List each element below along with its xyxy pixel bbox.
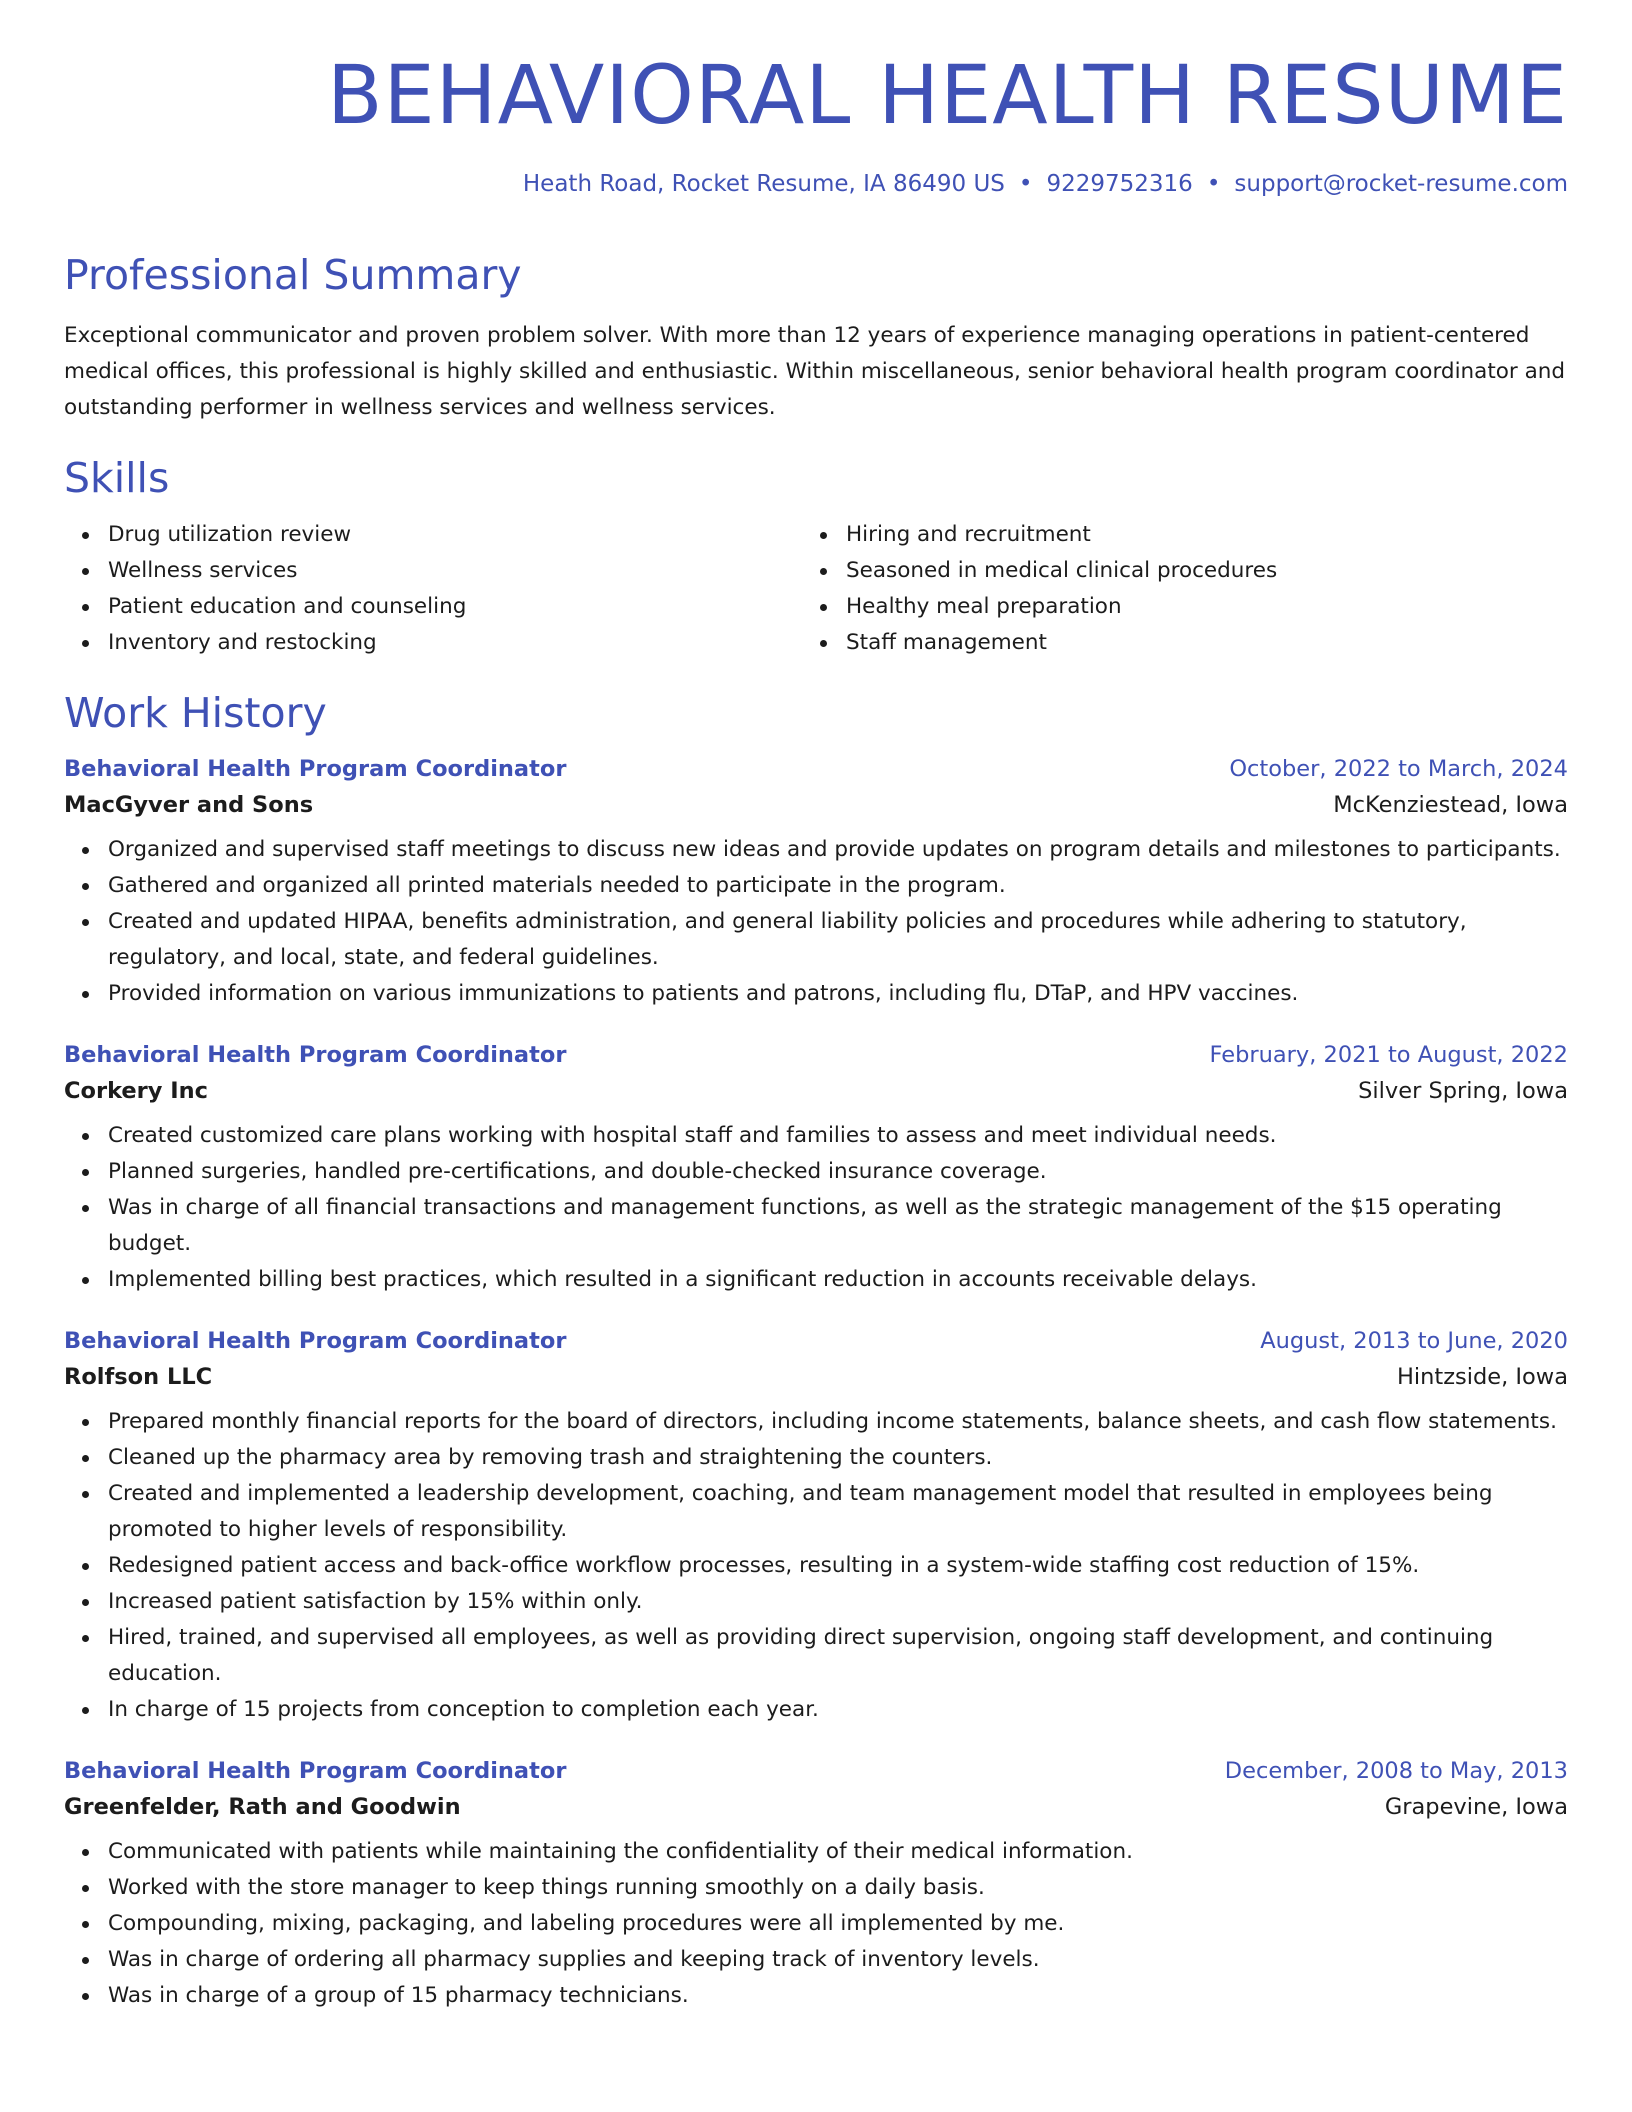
job-entry bbox=[64, 756, 1568, 1012]
work-history-heading: Work History bbox=[64, 688, 327, 737]
job-location: McKenziestead, Iowa bbox=[1333, 792, 1568, 819]
job-bullet: Hired, trained, and supervised all employees, as well as providing direct supervision, ongoing staff development, and continuing education. bbox=[108, 1620, 1568, 1692]
job-title-row bbox=[64, 1042, 1568, 1068]
skills-heading: Skills bbox=[64, 453, 170, 502]
job-dates: October, 2022 to March, 2024 bbox=[1229, 756, 1568, 783]
job-title: Behavioral Health Program Coordinator bbox=[64, 1328, 567, 1355]
skill-item: Staff management bbox=[846, 625, 1568, 661]
job-bullet: Communicated with patients while maintaining the confidentiality of their medical information. bbox=[108, 1834, 1568, 1870]
skill-item: Inventory and restocking bbox=[108, 625, 802, 661]
job-title: Behavioral Health Program Coordinator bbox=[64, 756, 567, 783]
skills-list bbox=[64, 517, 1568, 661]
job-company: Corkery Inc bbox=[64, 1078, 209, 1105]
job-dates: February, 2021 to August, 2022 bbox=[1209, 1042, 1568, 1069]
job-location: Hintzside, Iowa bbox=[1396, 1364, 1568, 1391]
summary-heading: Professional Summary bbox=[64, 250, 522, 299]
skill-item: Healthy meal preparation bbox=[846, 589, 1568, 625]
job-bullet: Cleaned up the pharmacy area by removing trash and straightening the counters. bbox=[108, 1440, 1568, 1476]
job-bullet: Planned surgeries, handled pre-certifications, and double-checked insurance coverage. bbox=[108, 1154, 1568, 1190]
job-bullet: Created and implemented a leadership development, coaching, and team management model that resulted in employees being promoted to higher levels of responsibility. bbox=[108, 1476, 1568, 1548]
job-bullet: Increased patient satisfaction by 15% within only. bbox=[108, 1584, 1568, 1620]
job-title-row bbox=[64, 1758, 1568, 1784]
summary-text: Exceptional communicator and proven problem solver. With more than 12 years of experience managing operations in patient-centered medical offices, this professional is highly skilled and enthusiastic. Within miscellaneous, senior behavioral health program coordinator and outstanding performer in wellness services and wellness services. bbox=[64, 322, 1566, 420]
job-bullet: Created customized care plans working with hospital staff and families to assess and meet individual needs. bbox=[108, 1118, 1568, 1154]
contact-separator: • bbox=[1018, 171, 1033, 197]
job-bullet: Prepared monthly financial reports for the board of directors, including income statements, balance sheets, and cash flow statements. bbox=[108, 1404, 1568, 1440]
job-bullet: Provided information on various immunizations to patients and patrons, including flu, DTaP, and HPV vaccines. bbox=[108, 976, 1568, 1012]
skill-item: Drug utilization review bbox=[108, 517, 802, 553]
job-company: Greenfelder, Rath and Goodwin bbox=[64, 1794, 461, 1821]
job-company-row bbox=[64, 1364, 1568, 1390]
job-bullets bbox=[64, 1118, 1568, 1298]
job-title: Behavioral Health Program Coordinator bbox=[64, 1042, 567, 1069]
skill-item: Wellness services bbox=[108, 553, 802, 589]
job-entry bbox=[64, 1758, 1568, 2014]
job-bullets bbox=[64, 832, 1568, 1012]
contact-line bbox=[64, 171, 1568, 199]
job-bullet: Was in charge of all financial transactions and management functions, as well as the strategic management of the $15 operating budget. bbox=[108, 1190, 1568, 1262]
skills-column-left bbox=[64, 517, 802, 661]
job-title: Behavioral Health Program Coordinator bbox=[64, 1758, 567, 1785]
job-company-row bbox=[64, 792, 1568, 818]
job-dates: August, 2013 to June, 2020 bbox=[1260, 1328, 1568, 1355]
job-company: MacGyver and Sons bbox=[64, 792, 314, 819]
job-company-row bbox=[64, 1794, 1568, 1820]
job-bullet: Gathered and organized all printed materials needed to participate in the program. bbox=[108, 868, 1568, 904]
job-location: Silver Spring, Iowa bbox=[1358, 1078, 1568, 1105]
job-company-row bbox=[64, 1078, 1568, 1104]
job-bullets bbox=[64, 1834, 1568, 2014]
job-location: Grapevine, Iowa bbox=[1384, 1794, 1568, 1821]
job-company: Rolfson LLC bbox=[64, 1364, 213, 1391]
skill-item: Hiring and recruitment bbox=[846, 517, 1568, 553]
job-bullet: Worked with the store manager to keep things running smoothly on a daily basis. bbox=[108, 1870, 1568, 1906]
job-entry bbox=[64, 1042, 1568, 1298]
job-bullet: Redesigned patient access and back-office workflow processes, resulting in a system-wide staffing cost reduction of 15%. bbox=[108, 1548, 1568, 1584]
contact-email[interactable]: support@rocket-resume.com bbox=[1234, 171, 1568, 197]
job-bullet: Was in charge of a group of 15 pharmacy technicians. bbox=[108, 1978, 1568, 2014]
job-bullet: In charge of 15 projects from conception to completion each year. bbox=[108, 1692, 1568, 1728]
job-bullets bbox=[64, 1404, 1568, 1728]
contact-address: Heath Road, Rocket Resume, IA 86490 US bbox=[522, 171, 1005, 197]
job-title-row bbox=[64, 756, 1568, 782]
job-bullet: Created and updated HIPAA, benefits administration, and general liability policies and procedures while adhering to statutory, regulatory, and local, state, and federal guidelines. bbox=[108, 904, 1568, 976]
skills-column-right bbox=[802, 517, 1568, 661]
job-bullet: Organized and supervised staff meetings to discuss new ideas and provide updates on program details and milestones to participants. bbox=[108, 832, 1568, 868]
skill-item: Seasoned in medical clinical procedures bbox=[846, 553, 1568, 589]
job-entry bbox=[64, 1328, 1568, 1728]
job-bullet: Implemented billing best practices, which resulted in a significant reduction in accounts receivable delays. bbox=[108, 1262, 1568, 1298]
resume-header bbox=[64, 49, 1568, 199]
job-bullet: Compounding, mixing, packaging, and labeling procedures were all implemented by me. bbox=[108, 1906, 1568, 1942]
skill-item: Patient education and counseling bbox=[108, 589, 802, 625]
job-bullet: Was in charge of ordering all pharmacy supplies and keeping track of inventory levels. bbox=[108, 1942, 1568, 1978]
job-dates: December, 2008 to May, 2013 bbox=[1224, 1758, 1568, 1785]
contact-separator: • bbox=[1206, 171, 1221, 197]
contact-phone: 9229752316 bbox=[1046, 171, 1193, 197]
resume-name: BEHAVIORAL HEALTH RESUME bbox=[326, 49, 1568, 143]
job-title-row bbox=[64, 1328, 1568, 1354]
